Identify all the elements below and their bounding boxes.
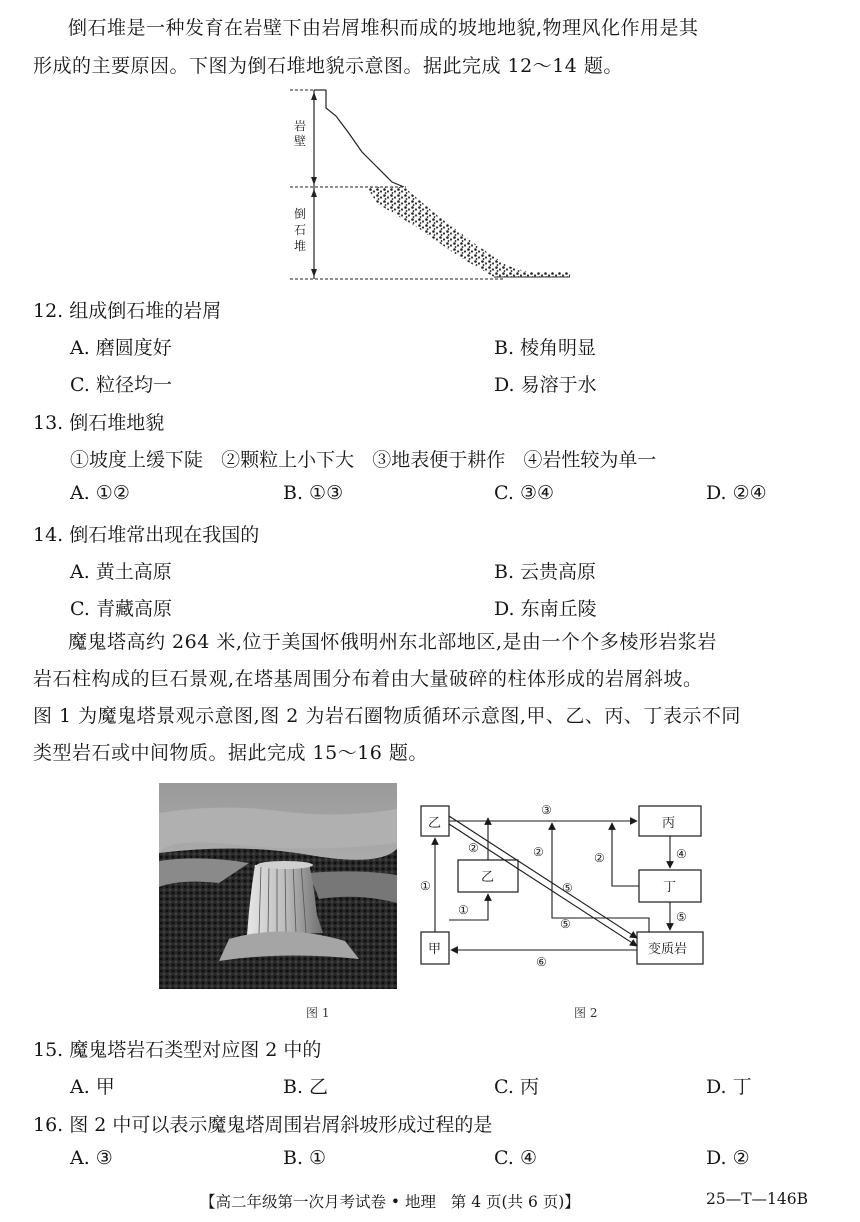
box-ding-text: 丁 xyxy=(663,880,677,895)
q16-stem: 16. 图 2 中可以表示魔鬼塔周围岩屑斜坡形成过程的是 xyxy=(33,1114,493,1136)
q12-option-a[interactable]: A. 磨圆度好 xyxy=(70,337,172,359)
label-n5b: ⑤ xyxy=(560,917,571,931)
passage1-line1: 倒石堆是一种发育在岩壁下由岩屑堆积而成的坡地地貌,物理风化作用是其 xyxy=(68,17,699,39)
passage2-line2: 岩石柱构成的巨石景观,在塔基周围分布着由大量破碎的柱体形成的岩屑斜坡。 xyxy=(33,668,703,690)
label-n5c: ⑤ xyxy=(676,910,687,924)
passage2-line3: 图 1 为魔鬼塔景观示意图,图 2 为岩石圈物质循环示意图,甲、乙、丙、丁表示不同 xyxy=(33,705,741,727)
box-yi-mid-text: 乙 xyxy=(481,870,495,885)
label-n4: ④ xyxy=(676,847,687,861)
q12-option-b[interactable]: B. 棱角明显 xyxy=(494,337,597,359)
label-wall-char1: 岩 xyxy=(294,119,307,133)
cliff-outline xyxy=(326,90,404,187)
passage2-line1: 魔鬼塔高约 264 米,位于美国怀俄明州东北部地区,是由一个个多棱形岩浆岩 xyxy=(68,631,717,653)
q12-stem: 12. 组成倒石堆的岩屑 xyxy=(33,300,222,322)
label-n6: ⑥ xyxy=(536,955,547,969)
footer-code: 25—T—146B xyxy=(706,1190,809,1208)
q12-option-d[interactable]: D. 易溶于水 xyxy=(494,374,597,396)
q13-option-b[interactable]: B. ①③ xyxy=(283,482,344,504)
q14-option-c[interactable]: C. 青藏高原 xyxy=(70,598,172,620)
q13-option-a[interactable]: A. ①② xyxy=(70,482,130,504)
talus-rubble xyxy=(366,187,570,277)
q13-stem: 13. 倒石堆地貌 xyxy=(33,412,165,434)
q12-option-c[interactable]: C. 粒径均一 xyxy=(70,374,172,396)
q15-stem: 15. 魔鬼塔岩石类型对应图 2 中的 xyxy=(33,1039,322,1061)
rock-cycle-diagram xyxy=(418,798,710,970)
label-n5a: ⑤ xyxy=(562,881,573,895)
q16-option-b[interactable]: B. ① xyxy=(283,1147,327,1169)
q16-option-a[interactable]: A. ③ xyxy=(70,1147,113,1169)
box-bing-text: 丙 xyxy=(662,816,676,831)
label-talus-char1: 倒 xyxy=(294,207,307,221)
q14-option-d[interactable]: D. 东南丘陵 xyxy=(494,598,597,620)
box-yi-top-text: 乙 xyxy=(428,816,442,831)
q13-option-c[interactable]: C. ③④ xyxy=(494,482,555,504)
label-n2c: ② xyxy=(594,851,605,865)
q14-stem: 14. 倒石堆常出现在我国的 xyxy=(33,524,260,546)
passage1-line2: 形成的主要原因。下图为倒石堆地貌示意图。据此完成 12～14 题。 xyxy=(33,55,623,77)
box-meta-text: 变质岩 xyxy=(648,942,688,957)
label-talus-char3: 堆 xyxy=(294,239,307,253)
label-n2a: ② xyxy=(468,841,479,855)
label-wall-char2: 壁 xyxy=(294,134,307,148)
footer-title: 【高二年级第一次月考试卷 • 地理 第 4 页(共 6 页)】 xyxy=(200,1193,580,1211)
q15-option-a[interactable]: A. 甲 xyxy=(70,1076,115,1098)
q14-option-a[interactable]: A. 黄土高原 xyxy=(70,561,172,583)
label-talus-char2: 石 xyxy=(294,223,307,237)
q15-option-c[interactable]: C. 丙 xyxy=(494,1076,539,1098)
figure2-caption: 图 2 xyxy=(574,1006,598,1020)
box-jia-text: 甲 xyxy=(428,942,442,957)
label-n2b: ② xyxy=(533,845,544,859)
label-n3: ③ xyxy=(541,803,552,817)
devils-tower-photo xyxy=(159,783,397,989)
label-n1a: ① xyxy=(420,879,431,893)
q13-statements: ①坡度上缓下陡 ②颗粒上小下大 ③地表便于耕作 ④岩性较为单一 xyxy=(70,449,657,471)
q16-option-d[interactable]: D. ② xyxy=(706,1147,750,1169)
talus-diagram xyxy=(278,86,578,284)
figure1-caption: 图 1 xyxy=(306,1006,330,1020)
q14-option-b[interactable]: B. 云贵高原 xyxy=(494,561,597,583)
q16-option-c[interactable]: C. ④ xyxy=(494,1147,537,1169)
label-n1b: ① xyxy=(458,903,469,917)
q13-option-d[interactable]: D. ②④ xyxy=(706,482,767,504)
q15-option-b[interactable]: B. 乙 xyxy=(283,1076,329,1098)
q15-option-d[interactable]: D. 丁 xyxy=(706,1076,752,1098)
passage2-line4: 类型岩石或中间物质。据此完成 15～16 题。 xyxy=(33,742,428,764)
